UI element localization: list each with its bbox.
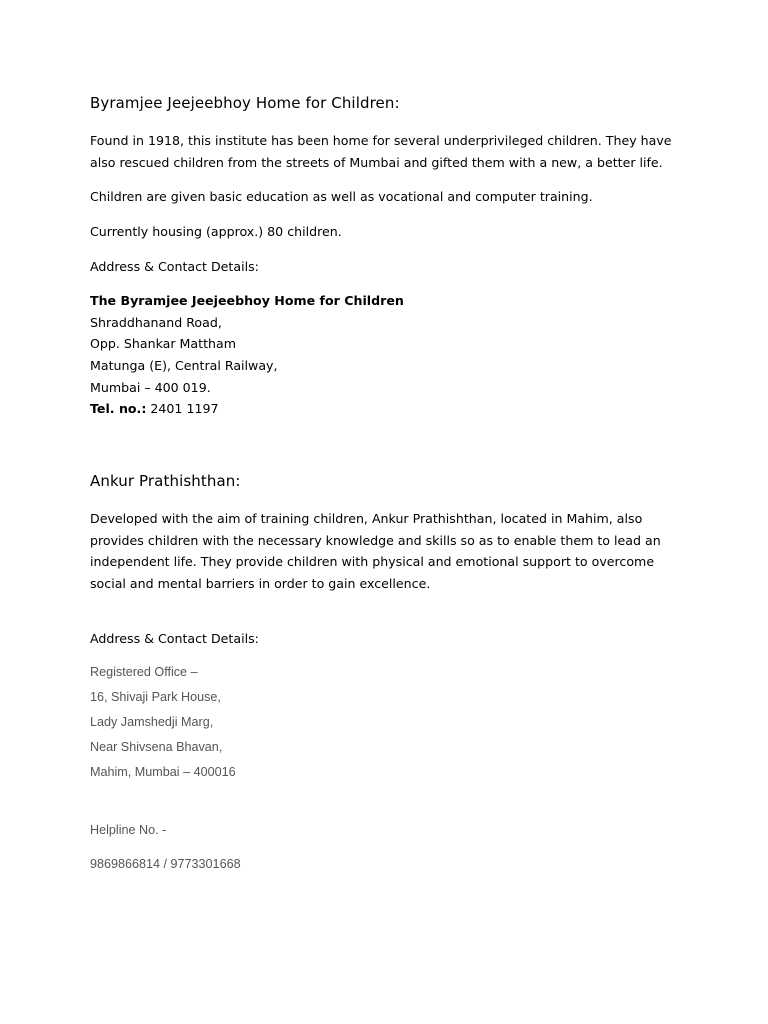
telephone-number: 2401 1197	[146, 401, 219, 416]
contact-label-2: Address & Contact Details:	[90, 631, 259, 646]
address-line: Lady Jamshedji Marg,	[90, 715, 214, 729]
paragraph-ankur-description: Developed with the aim of training children, Ankur Prathishthan, located in Mahim, also provides children with the necessary knowledge and skills so as to enable them to lead an independent life. They provide children with physical and emotional support to overcome social and mental barriers in order to gain excellence.	[90, 511, 661, 591]
address-line: Matunga (E), Central Railway,	[90, 358, 278, 373]
section-heading-byramjee: Byramjee Jeejeebhoy Home for Children:	[90, 94, 400, 112]
address-line: Mahim, Mumbai – 400016	[90, 765, 236, 779]
telephone-row	[90, 398, 219, 420]
helpline-label: Helpline No. -	[90, 823, 167, 837]
telephone-label: Tel. no.:	[90, 401, 147, 416]
address-line: 16, Shivaji Park House,	[90, 690, 221, 704]
helpline-numbers: 9869866814 / 9773301668	[90, 857, 241, 871]
address-line: Registered Office –	[90, 665, 198, 679]
paragraph-history: Found in 1918, this institute has been home for several underprivileged children. They have also rescued children from the streets of Mumbai and gifted them with a new, a better life.	[90, 133, 672, 170]
contact-label-1: Address & Contact Details:	[90, 259, 259, 274]
address-line: Opp. Shankar Mattham	[90, 336, 236, 351]
address-line: Shraddhanand Road,	[90, 315, 222, 330]
address-line: Mumbai – 400 019.	[90, 380, 211, 395]
address-org-name: The Byramjee Jeejeebhoy Home for Children	[90, 293, 404, 308]
address-line: Near Shivsena Bhavan,	[90, 740, 223, 754]
section-heading-ankur: Ankur Prathishthan:	[90, 472, 241, 490]
paragraph-education: Children are given basic education as well as vocational and computer training.	[90, 189, 593, 204]
paragraph-housing: Currently housing (approx.) 80 children.	[90, 224, 342, 239]
